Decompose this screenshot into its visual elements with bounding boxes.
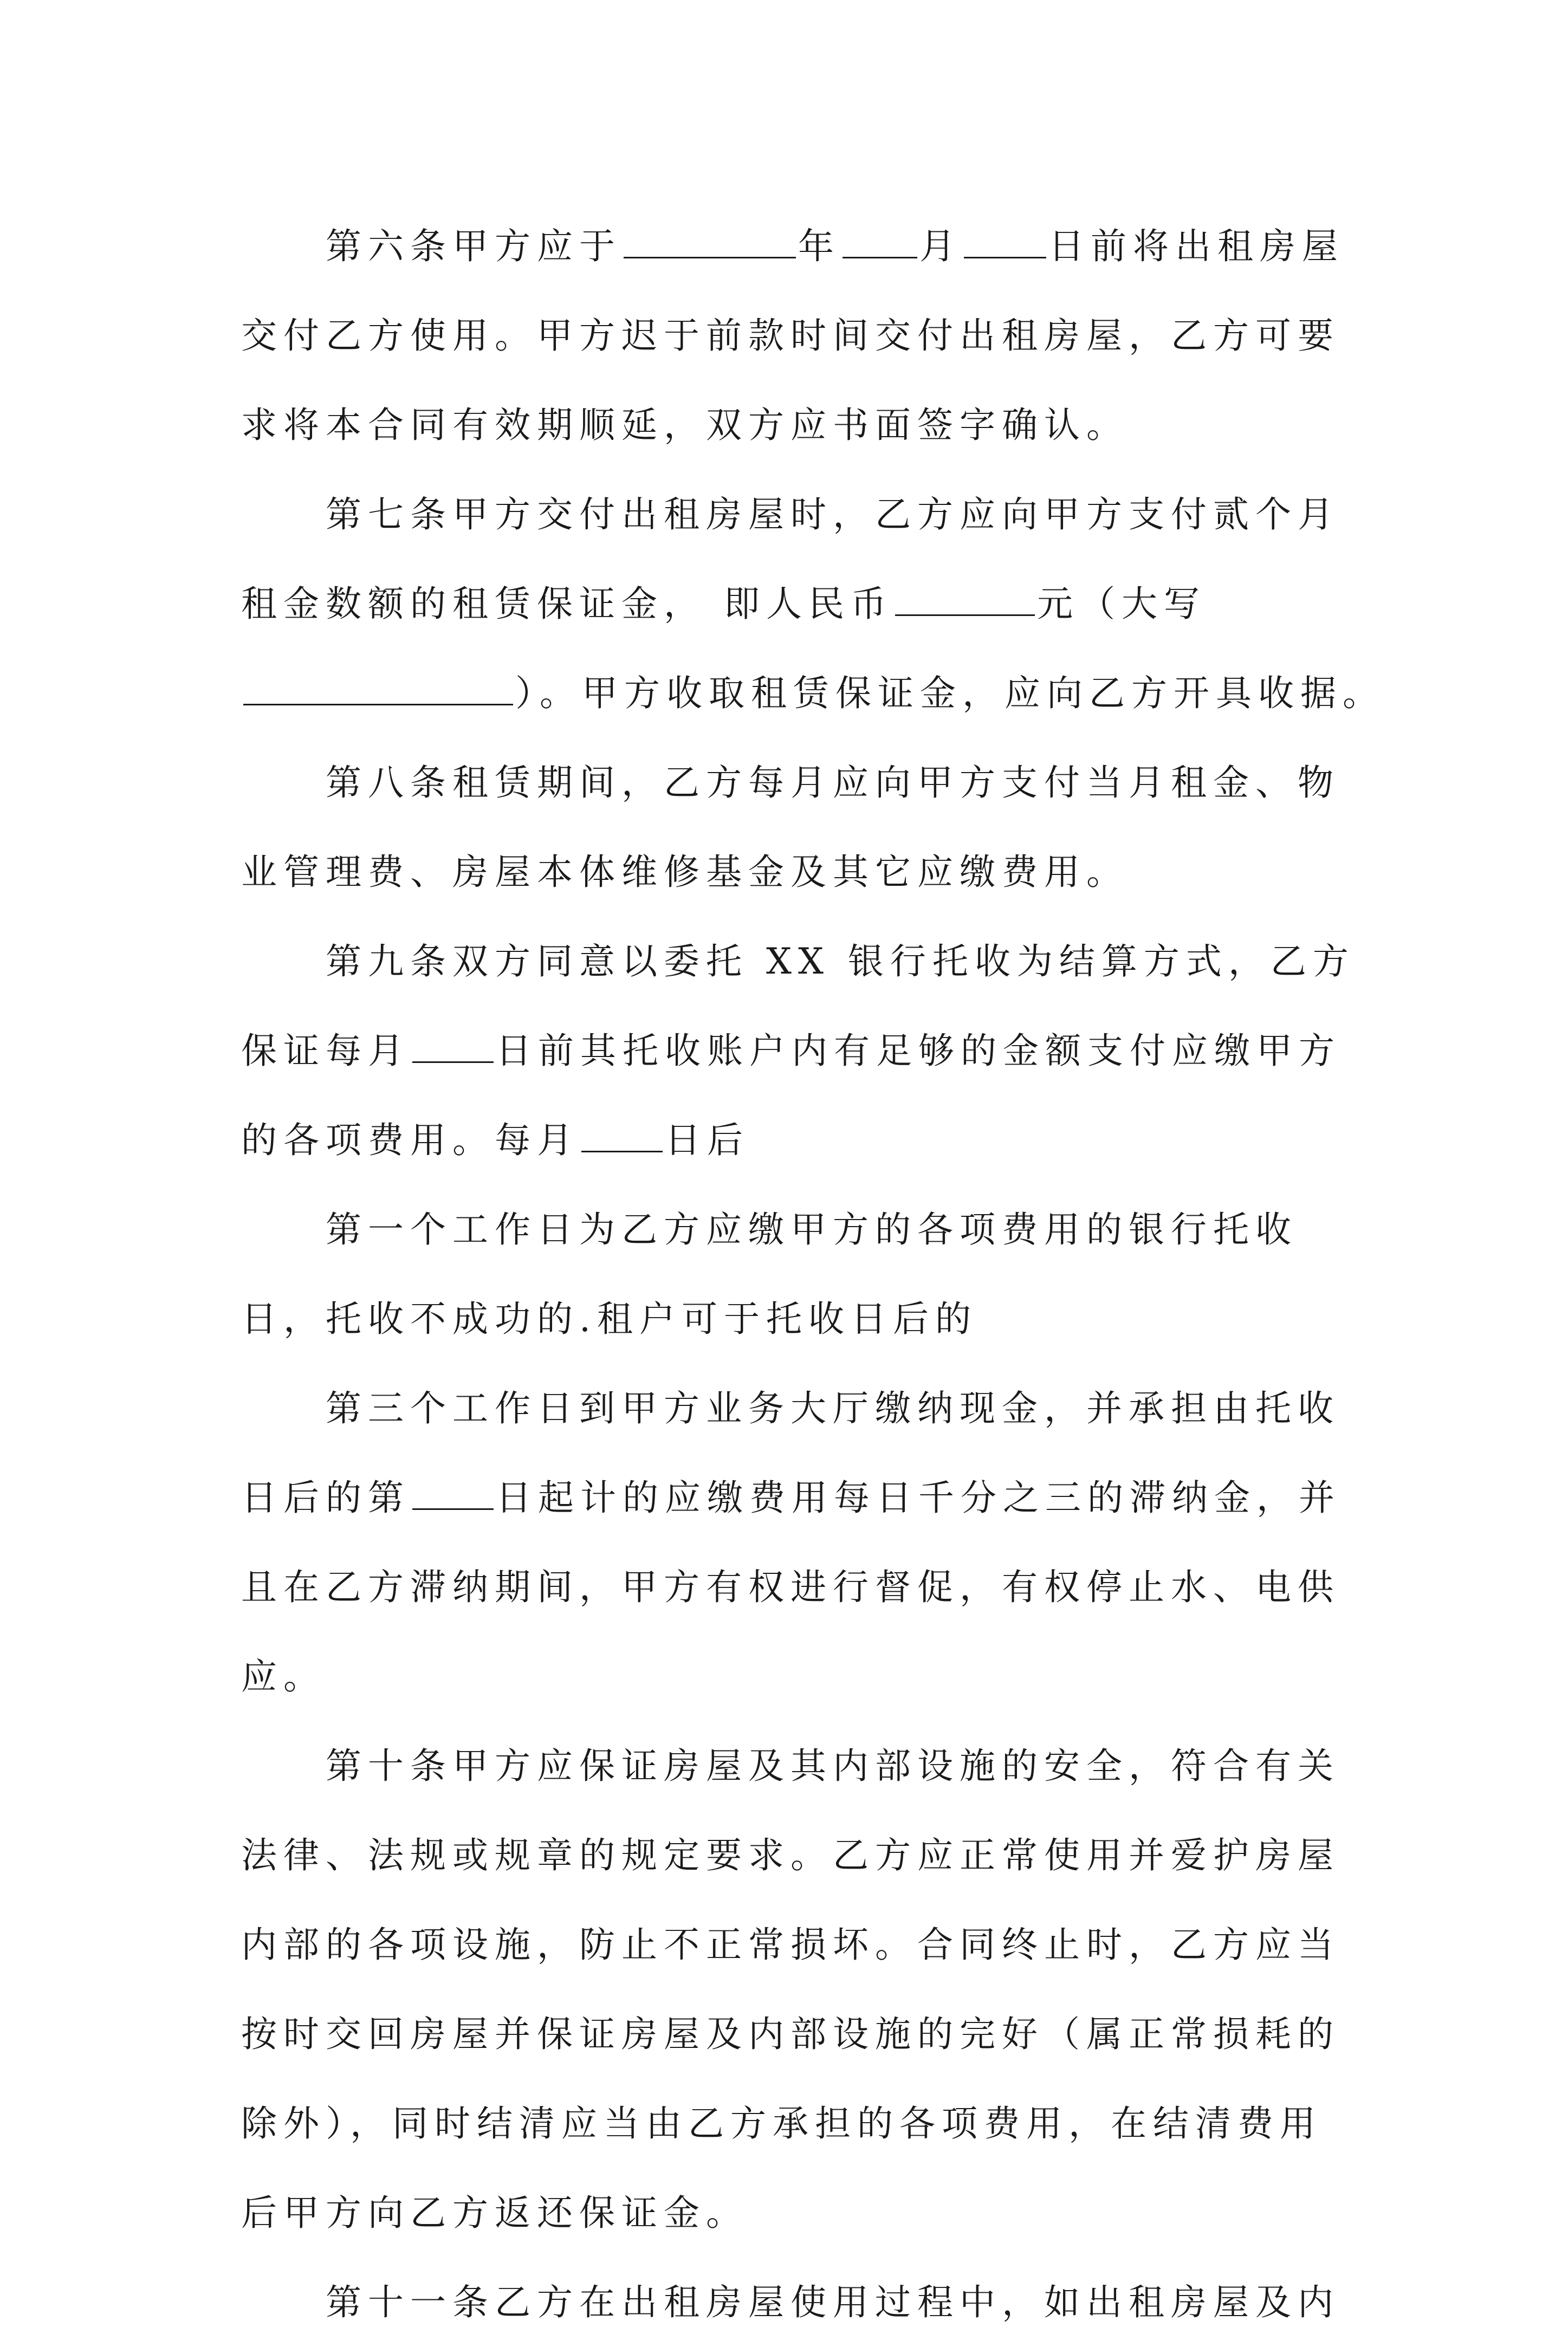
blank-late-day [412, 1477, 494, 1510]
blank-monthly-day-2 [581, 1119, 663, 1152]
article-9-line-4: 第一个工作日为乙方应缴甲方的各项费用的银行托收 [326, 1209, 1298, 1250]
article-9-line-6: 第三个工作日到甲方业务大厅缴纳现金，并承担由托收 [326, 1388, 1340, 1429]
article-9-line-7: 日后的第 日起计的应缴费用每日千分之三的滞纳金，并 [241, 1477, 1341, 1519]
article-10-line-5: 除外），同时结清应当由乙方承担的各项费用，在结清费用 [241, 2103, 1322, 2144]
blank-amount-rmb [895, 583, 1035, 616]
article-10-line-6: 后甲方向乙方返还保证金。 [241, 2192, 748, 2234]
article-9-line-8: 且在乙方滞纳期间，甲方有权进行督促，有权停止水、电供 [241, 1566, 1340, 1608]
article-7-line-1: 第七条甲方交付出租房屋时，乙方应向甲方支付贰个月 [326, 494, 1340, 535]
article-7-line-3: ）。甲方收取租赁保证金，应向乙方开具收据。 [241, 649, 1341, 738]
article-9-line-5: 日，托收不成功的.租户可于托收日后的 [241, 1298, 977, 1340]
article-6-line-2: 交付乙方使用。甲方迟于前款时间交付出租房屋，乙方可要 [241, 315, 1340, 356]
article-9-line-2: 保证每月 日前其托收账户内有足够的金额支付应缴甲方 [241, 1030, 1341, 1072]
article-8-line-2: 业管理费、房屋本体维修基金及其它应缴费用。 [241, 851, 1129, 893]
article-11-line-1: 第十一条乙方在出租房屋使用过程中，如出租房屋及内 [326, 2281, 1340, 2323]
article-10-line-3: 内部的各项设施，防止不正常损坏。合同终止时，乙方应当 [241, 1924, 1340, 1966]
blank-day [964, 225, 1046, 258]
article-10-line-1: 第十条甲方应保证房屋及其内部设施的安全，符合有关 [326, 1745, 1340, 1787]
article-9-line-1: 第九条双方同意以委托 XX 银行托收为结算方式，乙方 [326, 941, 1355, 982]
article-9-line-9: 应。 [241, 1656, 326, 1697]
contract-body [241, 202, 1385, 2347]
article-10-line-4: 按时交回房屋并保证房屋及内部设施的完好（属正常损耗的 [241, 2013, 1340, 2055]
blank-amount-uppercase [243, 672, 513, 705]
article-10-line-2: 法律、法规或规章的规定要求。乙方应正常使用并爱护房屋 [241, 1834, 1340, 1876]
article-9-line-3: 的各项费用。每月 日后 [241, 1119, 749, 1161]
blank-monthly-day [412, 1030, 494, 1063]
article-6-line-3: 求将本合同有效期顺延，双方应书面签字确认。 [241, 404, 1129, 446]
article-7-line-2: 租金数额的租赁保证金， 即人民币 元（大写 [241, 583, 1206, 625]
article-8-line-1: 第八条租赁期间，乙方每月应向甲方支付当月租金、物 [326, 762, 1340, 803]
blank-year [624, 225, 796, 258]
article-6-line-1: 第六条甲方应于 年 月 日前将出租房屋 [326, 225, 1344, 267]
blank-month [843, 225, 917, 258]
